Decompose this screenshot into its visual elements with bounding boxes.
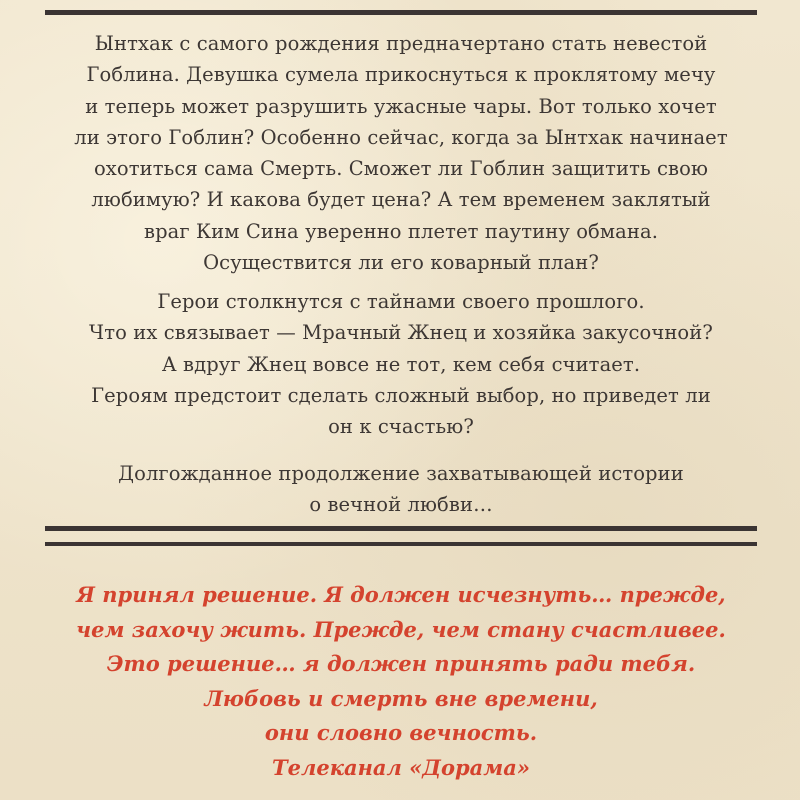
text-line: любимую? И какова будет цена? А тем временем заклятый	[91, 188, 711, 212]
text-line: Что их связывает — Мрачный Жнец и хозяйка закусочной?	[89, 321, 713, 345]
description-paragraph-1	[45, 28, 757, 278]
description-paragraph-2	[45, 286, 757, 442]
text-line: Ынтхак с самого рождения предначертано стать невестой	[94, 32, 708, 55]
text-line: Герои столкнутся с тайнами своего прошлого.	[157, 290, 645, 313]
description-paragraph-3	[45, 458, 757, 521]
top-divider	[45, 10, 757, 15]
text-line: Героям предстоит сделать сложный выбор, но приведет ли	[91, 383, 711, 407]
text-line: он к счастью?	[328, 415, 474, 439]
text-line: о вечной любви…	[309, 493, 493, 517]
quote-line: Я принял решение. Я должен исчезнуть… прежде,	[76, 582, 726, 607]
middle-divider-lower	[45, 542, 757, 546]
quote-line: они словно вечность.	[264, 720, 538, 746]
quote-line: Любовь и смерть вне времени,	[204, 685, 598, 711]
text-line: Долгожданное продолжение захватывающей истории	[118, 462, 684, 485]
text-line: охотиться сама Смерть. Сможет ли Гоблин защитить свою	[93, 157, 709, 181]
text-line: Гоблина. Девушка сумела прикоснуться к проклятому мечу	[86, 63, 716, 87]
text-line: Осуществится ли его коварный план?	[203, 251, 599, 275]
quote-block	[45, 578, 757, 786]
text-line: А вдруг Жнец вовсе не тот, кем себя считает.	[161, 352, 641, 376]
quote-line: Это решение… я должен принять ради тебя.	[106, 651, 696, 677]
text-line: и теперь может разрушить ужасные чары. Вот только хочет	[85, 94, 717, 118]
quote-source: Телеканал «Дорама»	[272, 754, 530, 780]
text-line: враг Ким Сина уверенно плетет паутину обмана.	[143, 219, 659, 243]
quote-line: чем захочу жить. Прежде, чем стану счастливее.	[76, 616, 726, 642]
middle-divider-upper	[45, 526, 757, 531]
text-line: ли этого Гоблин? Особенно сейчас, когда за Ынтхак начинает	[74, 125, 728, 149]
